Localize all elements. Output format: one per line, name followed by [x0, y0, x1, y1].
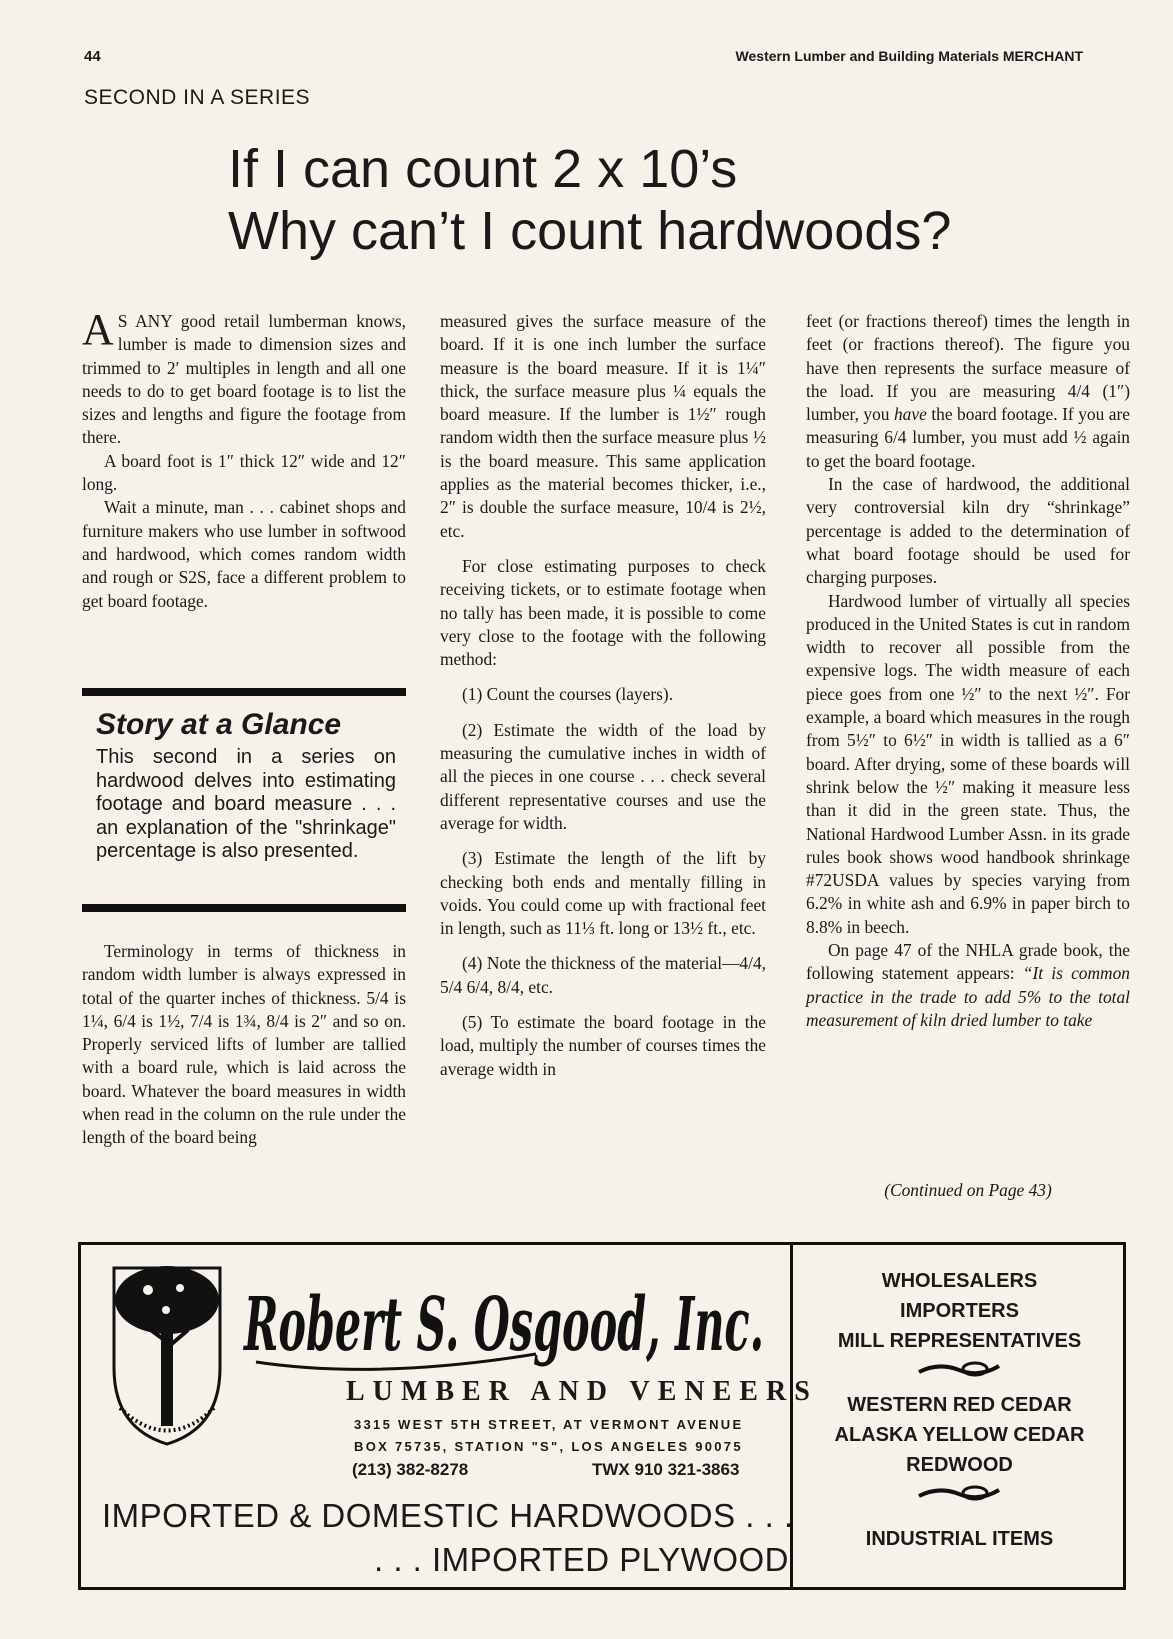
article-paragraph: feet (or fractions thereof) times the length in feet (or fractions thereof). The figure you have then represents the surface measure of the load. If you are measuring 4/4 (1″) lumber, you have the board footage. If you are measuring 6/4 lumber, you must add ½ again to get the board footage. — [806, 311, 1130, 471]
article-paragraph: A board foot is 1″ thick 12″ wide and 12″ long. — [82, 450, 406, 495]
article-paragraph: measured gives the surface measure of the board. If it is one inch lumber the surface measure is the board measure. If it is 1¼″ thick, the surface measure plus ¼ equals the board measure. If the lumber is 1½″ rough random width then the surface measure plus ½ is the board measure. This same application applies as the material becomes thicker, i.e., 2″ is double the surface measure, 10/4 is 2½, etc. — [440, 311, 766, 541]
article-column-1 — [82, 305, 406, 613]
article-paragraph: In the case of hardwood, the additional very controversial kiln dry “shrinkage” percentage is added to the determination of what board footage should be used for charging purposes. — [806, 474, 1130, 588]
headline — [228, 138, 1088, 262]
sidebar-body: This second in a series on hardwood delves into estimating footage and board measure . . . an explanation of the "shrinkage" percentage is also presented. — [96, 746, 396, 862]
publication-title: Western Lumber and Building Materials MERCHANT — [735, 48, 1083, 64]
ad-tagline-2: . . . IMPORTED PLYWOOD — [374, 1541, 789, 1578]
ad-tagline-1: IMPORTED & DOMESTIC HARDWOODS . . . — [102, 1497, 794, 1534]
article-paragraph: On page 47 of the NHLA grade book, the following statement appears: “It is common practice in the trade to add 5% to the total measurement of kiln dried lumber to take — [806, 940, 1131, 1030]
ad-roles — [793, 1266, 1126, 1356]
sidebar-bottom-rule — [82, 904, 406, 912]
article-paragraph: For close estimating purposes to check receiving tickets, or to estimate footage when no tally has been made, it is possible to come very close to the footage with the following method: — [440, 555, 766, 670]
tree-shield-logo — [108, 1258, 226, 1448]
article-paragraph: A S ANY good retail lumberman knows, lumber is made to dimension sizes and trimmed to 2′ multiples in length and all one needs to do to get board footage is to list the sizes and lengths and figure the footage from there. — [82, 305, 406, 448]
article-paragraph: (1) Count the courses (layers). — [462, 684, 674, 705]
series-label: SECOND IN A SERIES — [84, 86, 311, 109]
address-line-2: BOX 75735, STATION "S", LOS ANGELES 90075 — [354, 1439, 743, 1454]
product-item: ALASKA YELLOW CEDAR — [834, 1424, 1085, 1446]
ornament-icon — [915, 1484, 1003, 1502]
product-item: REDWOOD — [906, 1454, 1013, 1476]
role-item: IMPORTERS — [900, 1300, 1019, 1322]
product-item: WESTERN RED CEDAR — [847, 1394, 1072, 1416]
sidebar-top-rule — [82, 688, 406, 696]
continued-note: (Continued on Page 43) — [884, 1180, 1052, 1200]
article-paragraph: (5) To estimate the board footage in the load, multiply the number of courses times the average width in — [440, 1012, 766, 1079]
article-paragraph: (3) Estimate the length of the lift by checking both ends and mentally filling in voids. You could come up with fractional feet in length, such as 11⅓ ft. long or 13½ ft., etc. — [440, 848, 766, 939]
article-paragraph: (4) Note the thickness of the material—4/4, 5/4 6/4, 8/4, etc. — [440, 953, 766, 997]
ad-address — [354, 1414, 743, 1458]
ad-footer: INDUSTRIAL ITEMS — [865, 1528, 1054, 1550]
company-signature — [236, 1250, 776, 1390]
ornament-icon — [915, 1360, 1003, 1378]
ad-subtitle: LUMBER AND VENEERS — [346, 1376, 818, 1407]
ad-products — [793, 1390, 1126, 1480]
story-at-a-glance — [96, 708, 396, 864]
article-paragraph: Wait a minute, man . . . cabinet shops and furniture makers who use lumber in softwood and hardwood, which comes random width and rough or S2S, face a different problem to get board footage. — [82, 497, 406, 611]
company-name: Robert S. Osgood, Inc. — [242, 1282, 764, 1368]
article-paragraph: Hardwood lumber of virtually all species produced in the United States is cut in random width to recover all possible from the expensive logs. The width measure of each piece goes from one ½″ to the next ½″. For example, a board which measures in the rough from 5½″ to 6½″ in width is tallied as a 6″ board. After drying, some of these boards will shrink below the ½″ making it measure less than it did in the green state. Thus, the National Hardwood Lumber Assn. in its grade rules book shows wood handbook shrinkage #72USDA values by species varying from 6.2% in white ash and 6.9% in paper birch to 8.8% in beech. — [806, 590, 1130, 937]
ad-phone: (213) 382-8278 — [352, 1460, 469, 1479]
role-item: WHOLESALERS — [881, 1270, 1038, 1292]
article-column-1-continued — [82, 940, 406, 1150]
headline-line-1: If I can count 2 x 10’s — [228, 139, 738, 199]
sidebar-title: Story at a Glance — [96, 708, 342, 741]
article-column-2 — [440, 310, 766, 1081]
article-paragraph: Terminology in terms of thickness in random width lumber is always expressed in total of the quarter inches of thickness. 5/4 is 1¼, 6/4 is 1½, 7/4 is 1¾, 8/4 is 2″ and so on. Properly serviced lifts of lumber are tallied with a board rule, which is laid across the board. Whatever the board measures in width when read in the column on the rule under the length of the board being — [82, 941, 406, 1148]
address-line-1: 3315 WEST 5TH STREET, AT VERMONT AVENUE — [354, 1417, 744, 1432]
article-column-3 — [806, 310, 1130, 1032]
page-number: 44 — [84, 48, 101, 65]
role-item: MILL REPRESENTATIVES — [837, 1330, 1082, 1352]
headline-line-2: Why can’t I count hardwoods? — [228, 201, 952, 261]
article-paragraph: (2) Estimate the width of the load by measuring the cumulative inches in width of all the pieces in one course . . . check several different representative courses and use the average for width. — [440, 719, 766, 833]
drop-cap: A — [82, 305, 114, 354]
ad-twx: TWX 910 321-3863 — [592, 1460, 740, 1479]
